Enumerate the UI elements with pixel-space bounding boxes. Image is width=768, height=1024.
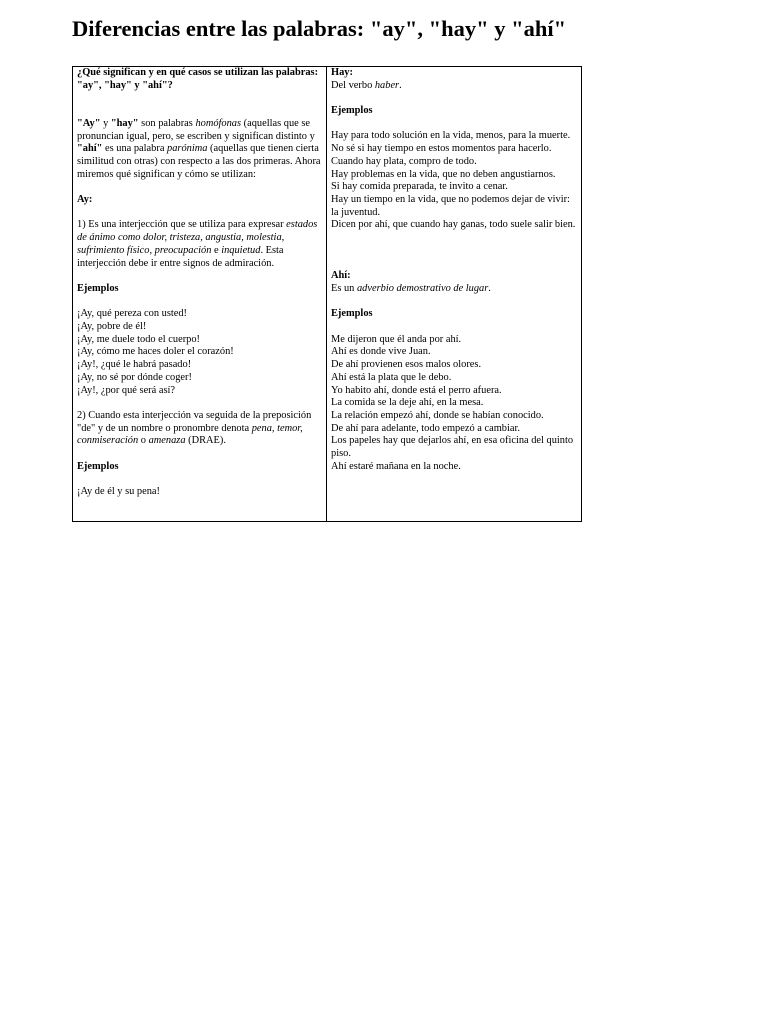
list-item: De ahí para adelante, todo empezó a cambiar. bbox=[331, 422, 520, 434]
hay-examples-list bbox=[331, 130, 577, 232]
list-item: Hay un tiempo en la vida, que no podemos dejar de vivir: la juventud. bbox=[331, 194, 570, 218]
list-item: No sé si hay tiempo en estos momentos para hacerlo. bbox=[331, 143, 552, 155]
list-item: Ahí es donde vive Juan. bbox=[331, 346, 431, 358]
list-item: ¡Ay!, ¿qué le habrá pasado! bbox=[77, 359, 192, 371]
ahi-examples-list bbox=[331, 334, 577, 474]
question-heading: ¿Qué significan y en qué casos se utilizan las palabras: "ay", "hay" y "ahí"? bbox=[77, 67, 319, 91]
list-item: Si hay comida preparada, te invito a cenar. bbox=[331, 181, 508, 193]
list-item: ¡Ay, pobre de él! bbox=[77, 320, 147, 332]
hay-heading: Hay: bbox=[331, 67, 353, 78]
ay-examples-list bbox=[77, 308, 322, 397]
ejemplos-heading: Ejemplos bbox=[331, 105, 373, 117]
list-item: La relación empezó ahí, donde se habían conocido. bbox=[331, 409, 544, 421]
list-item: Ahí está la plata que le debo. bbox=[331, 371, 452, 383]
table-row bbox=[73, 67, 582, 522]
list-item: Dicen por ahí, que cuando hay ganas, todo suele salir bien. bbox=[331, 219, 576, 231]
list-item: Hay para todo solución en la vida, menos, para la muerte. bbox=[331, 130, 571, 142]
list-item: Cuando hay plata, compro de todo. bbox=[331, 155, 477, 167]
list-item: ¡Ay, me duele todo el cuerpo! bbox=[77, 333, 201, 345]
ejemplos-heading: Ejemplos bbox=[77, 460, 119, 472]
content-table bbox=[72, 66, 582, 522]
list-item: ¡Ay!, ¿por qué será así? bbox=[77, 384, 175, 396]
list-item: Ahí estaré mañana en la noche. bbox=[331, 460, 461, 472]
hay-definition: Del verbo haber. bbox=[331, 79, 402, 91]
ejemplos-heading: Ejemplos bbox=[77, 282, 119, 294]
list-item: De ahí provienen esos malos olores. bbox=[331, 359, 482, 371]
ay-point-2: 2) Cuando esta interjección va seguida de la preposición "de" y de un nombre o pronombre denota pena, temor, conmiseración o amenaza (DRAE). bbox=[77, 409, 312, 447]
list-item: ¡Ay, no sé por dónde coger! bbox=[77, 371, 192, 383]
ejemplos-heading: Ejemplos bbox=[331, 308, 373, 320]
right-column-cell bbox=[327, 67, 582, 522]
list-item: Hay problemas en la vida, que no deben angustiarnos. bbox=[331, 168, 556, 180]
list-item: ¡Ay, cómo me haces doler el corazón! bbox=[77, 346, 234, 358]
ay-point-1: 1) Es una interjección que se utiliza para expresar estados de ánimo como dolor, tristeza, angustia, molestia, sufrimiento físico, preocupación e inquietud. Esta interjección debe ir entre signos de admiración. bbox=[77, 219, 318, 269]
ahi-heading: Ahí: bbox=[331, 270, 351, 282]
list-item: Los papeles hay que dejarlos ahí, en esa oficina del quinto piso. bbox=[331, 435, 574, 460]
ay-heading: Ay: bbox=[77, 194, 93, 205]
page-title: Diferencias entre las palabras: "ay", "hay" y "ahí" bbox=[72, 16, 567, 41]
left-column-cell bbox=[73, 67, 327, 522]
list-item: Me dijeron que él anda por ahí. bbox=[331, 333, 462, 345]
list-item: Yo habito ahí, donde está el perro afuera. bbox=[331, 384, 502, 396]
list-item: ¡Ay de él y su pena! bbox=[77, 486, 161, 498]
list-item: La comida se la deje ahí, en la mesa. bbox=[331, 397, 484, 409]
ahi-definition: Es un adverbio demostrativo de lugar. bbox=[331, 282, 491, 294]
ay-de-examples-list bbox=[77, 486, 322, 499]
intro-paragraph: "Ay" y "hay" son palabras homófonas (aquellas que se pronuncian igual, pero, se escriben y significan distinto y "ahí" es una palabra parónima (aquellas que tienen cierta similitud con otras) con respecto a las dos primeras. Ahora miremos qué significan y cómo se utilizan: bbox=[77, 117, 321, 180]
list-item: ¡Ay, qué pereza con usted! bbox=[77, 308, 188, 320]
